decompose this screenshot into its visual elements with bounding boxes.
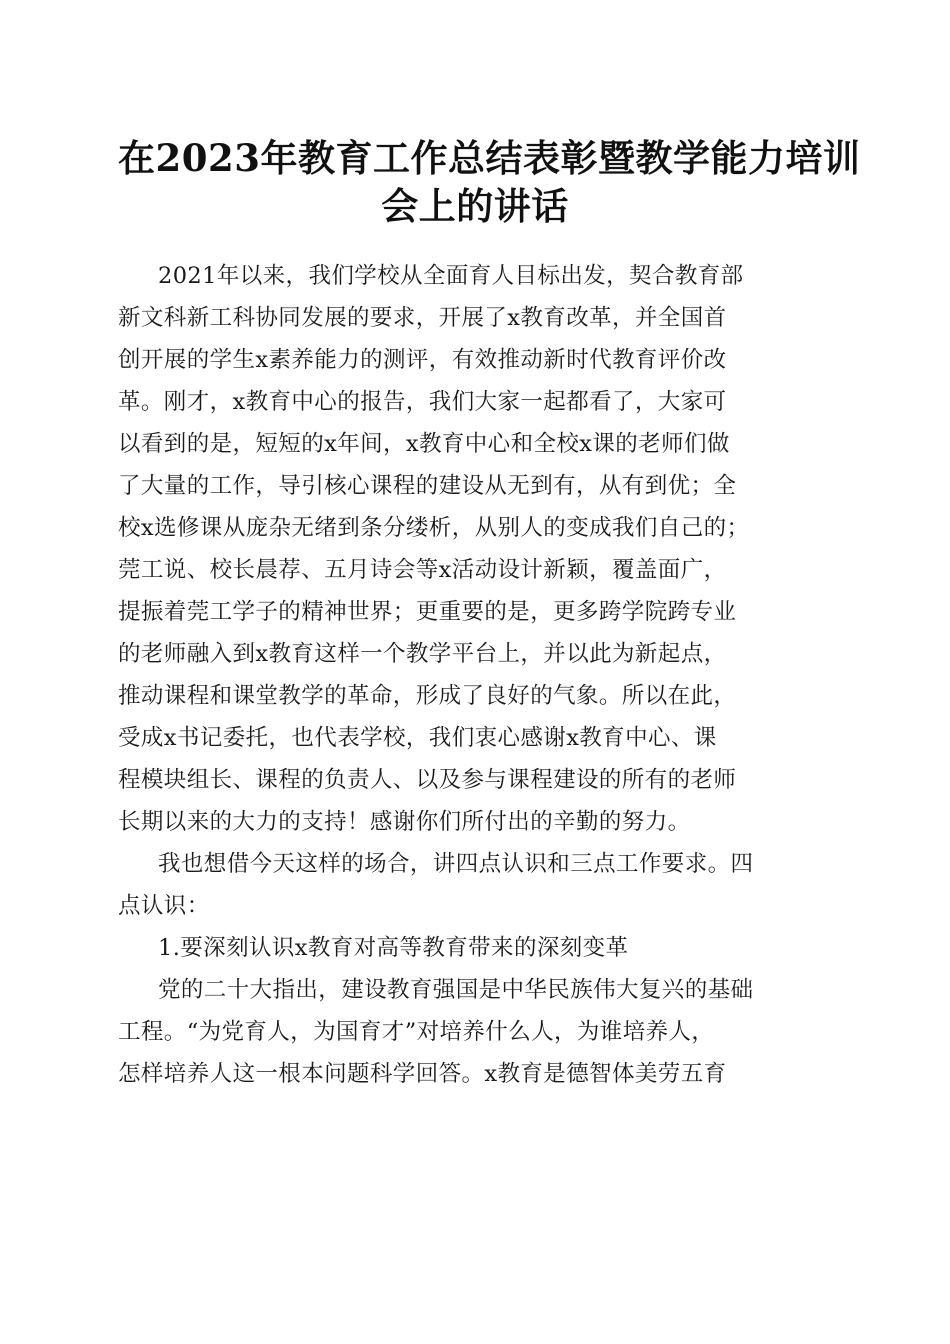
text-line: 受成x书记委托，也代表学校，我们衷心感谢x教育中心、课 bbox=[118, 725, 717, 751]
document-title bbox=[118, 134, 861, 230]
text-line: 创开展的学生x素养能力的测评，有效推动新时代教育评价改 bbox=[118, 347, 727, 373]
text-line: 点认识： bbox=[118, 893, 210, 919]
text-line: 党的二十大指出，建设教育强国是中华民族伟大复兴的基础 bbox=[158, 977, 754, 1003]
text-line: 推动课程和课堂教学的革命，形成了良好的气象。所以在此， bbox=[118, 683, 737, 709]
text-line: 怎样培养人这一根本问题科学回答。x教育是德智体美劳五育 bbox=[118, 1061, 727, 1087]
text-line: 程模块组长、课程的负责人、以及参与课程建设的所有的老师 bbox=[118, 767, 737, 793]
text-line: 我也想借今天这样的场合，讲四点认识和三点工作要求。四 bbox=[158, 851, 754, 877]
text-line: 新文科新工科协同发展的要求，开展了x教育改革，并全国首 bbox=[118, 305, 727, 331]
text-line: 了大量的工作，导引核心课程的建设从无到有，从有到优；全 bbox=[118, 473, 737, 499]
text-line: 校x选修课从庞杂无绪到条分缕析，从别人的变成我们自己的； bbox=[118, 515, 750, 541]
text-line: 提振着莞工学子的精神世界；更重要的是，更多跨学院跨专业 bbox=[118, 599, 737, 625]
paragraph-section-1 bbox=[118, 969, 832, 1095]
text-line: 工程。“为党育人，为国育才”对培养什么人，为谁培养人， bbox=[118, 1019, 715, 1045]
text-line: 以看到的是，短短的x年间，x教育中心和全校x课的老师们做 bbox=[118, 431, 730, 457]
text-line: 1.要深刻认识x教育对高等教育带来的深刻变革 bbox=[158, 935, 629, 961]
document-body bbox=[118, 255, 832, 1095]
text-line: 革。刚才，x教育中心的报告，我们大家一起都看了，大家可 bbox=[118, 389, 727, 415]
title-line: 会上的讲话 bbox=[381, 184, 569, 228]
paragraph-points-intro bbox=[118, 843, 832, 927]
text-line: 2021年以来，我们学校从全面育人目标出发，契合教育部 bbox=[158, 263, 744, 289]
title-line: 在2023年教育工作总结表彰暨教学能力培训 bbox=[118, 136, 861, 180]
section-heading bbox=[118, 927, 832, 969]
text-line: 的老师融入到x教育这样一个教学平台上，并以此为新起点， bbox=[118, 641, 727, 667]
text-line: 莞工说、校长晨荐、五月诗会等x活动设计新颖，覆盖面广， bbox=[118, 557, 727, 583]
text-line: 长期以来的大力的支持！感谢你们所付出的辛勤的努力。 bbox=[118, 809, 691, 835]
paragraph-intro bbox=[118, 255, 832, 843]
